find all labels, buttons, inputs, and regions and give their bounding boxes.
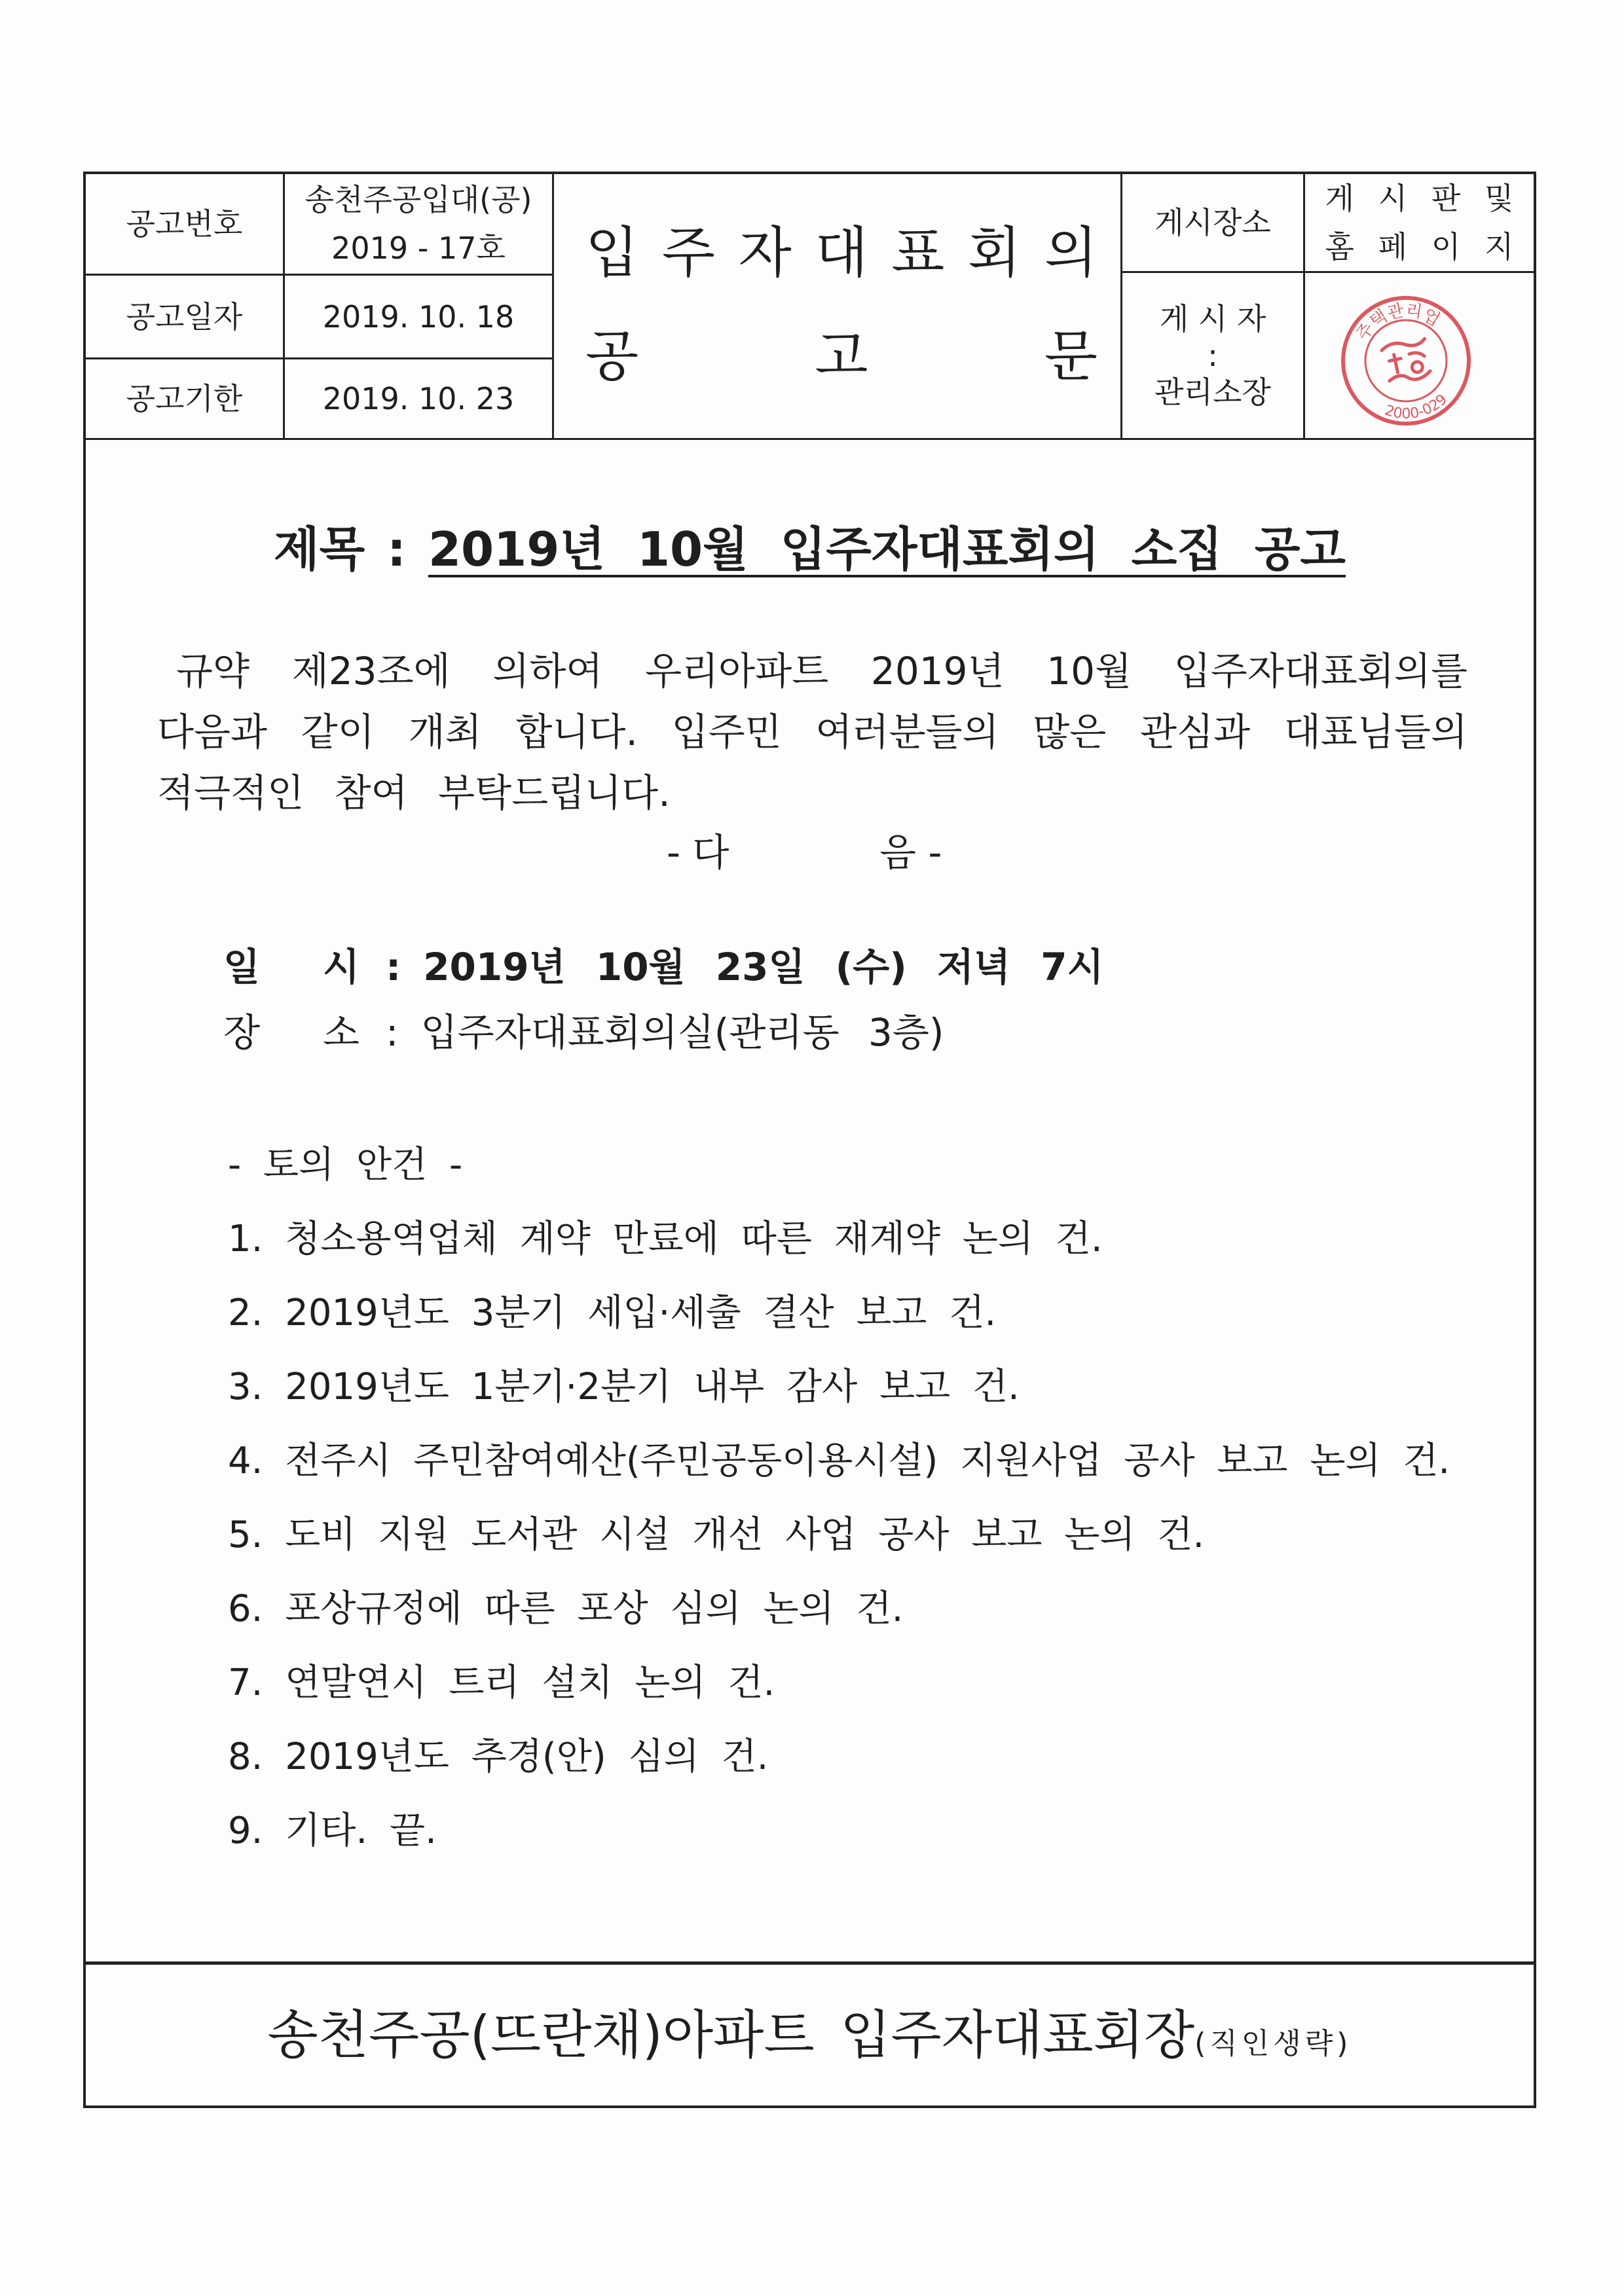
stamp-top-text-path: 주택관리업 xyxy=(1352,301,1443,344)
poster-cell xyxy=(1122,273,1305,440)
notice-deadline-label-cell xyxy=(86,359,285,440)
posting-place-label-cell xyxy=(1122,174,1305,273)
schedule-place-row xyxy=(223,1000,944,1065)
notice-number-label: 공고번호 xyxy=(126,206,243,242)
posting-place-label: 게시장소 xyxy=(1154,205,1271,240)
agenda-item: 5. 도비 지원 도서관 시설 개선 사업 공사 보고 논의 건. xyxy=(228,1514,1205,1556)
stamp-cell xyxy=(1305,273,1534,440)
poster-colon: : xyxy=(1208,338,1218,373)
subject-label: 제목 xyxy=(274,522,365,577)
agenda-list xyxy=(228,1128,1450,1868)
poster-value: 관리소장 xyxy=(1154,374,1271,410)
notice-deadline-label: 공고기한 xyxy=(126,381,243,416)
notice-deadline-value-cell xyxy=(285,359,554,440)
schedule-place-value: 입주자대표회의실(관리동 3층) xyxy=(420,1010,944,1055)
footer-signatory: 송천주공(뜨란채)아파트 입주자대표회장 xyxy=(267,2005,1195,2066)
subject-colon: : xyxy=(387,522,406,577)
agenda-item: 1. 청소용역업체 계약 만료에 따른 재계약 논의 건. xyxy=(228,1218,1103,1260)
footer-seal-note: (직인생략) xyxy=(1194,2027,1352,2060)
notice-date-value: 2019. 10. 18 xyxy=(322,299,515,335)
schedule-datetime-colon: : xyxy=(386,945,401,989)
schedule-place-label: 장 소 xyxy=(223,1010,360,1055)
footer-divider xyxy=(86,1961,1534,1965)
agenda-item: 2. 2019년도 3분기 세입·세출 결산 보고 건. xyxy=(228,1292,997,1334)
agenda-heading: - 토의 안건 - xyxy=(228,1144,463,1186)
stamp-top-text xyxy=(1348,293,1447,347)
notice-number-value: 2019 - 17호 xyxy=(331,230,506,266)
official-seal-stamp xyxy=(1337,292,1475,429)
posting-place-line-1: 게 시 판 및 xyxy=(1325,181,1514,216)
document-title-cell xyxy=(554,174,1122,440)
schedule-datetime-value: 2019년 10월 23일 (수) 저녁 7시 xyxy=(423,945,1104,989)
posting-place-line-2: 홈 페 이 지 xyxy=(1325,229,1514,264)
subject-line xyxy=(86,517,1534,582)
intro-line-1: 규약 제23조에 의하여 우리아파트 2019년 10월 입주자대표회의를 xyxy=(176,649,1467,693)
schedule-datetime-label: 일 시 xyxy=(223,945,360,989)
agenda-item: 8. 2019년도 추경(안) 심의 건. xyxy=(228,1736,769,1778)
stamp-center-mark xyxy=(1381,337,1433,386)
poster-label: 게 시 자 xyxy=(1159,301,1266,337)
intro-line-3: 적극적인 참여 부탁드립니다. xyxy=(157,771,671,815)
notice-date-label-cell xyxy=(86,276,285,359)
schedule-datetime-row xyxy=(223,934,1104,1000)
notice-date-value-cell xyxy=(285,276,554,359)
agenda-item: 6. 포상규정에 따른 포상 심의 논의 건. xyxy=(228,1588,904,1630)
notice-number-label-cell xyxy=(86,174,285,276)
footer-signature xyxy=(86,2003,1534,2068)
divider-left: - 다 xyxy=(667,830,729,875)
divider-right: 음 - xyxy=(879,830,942,875)
agenda-item: 3. 2019년도 1분기·2분기 내부 감사 보고 건. xyxy=(228,1366,1020,1408)
notice-date-label: 공고일자 xyxy=(126,299,243,335)
schedule-place-colon: : xyxy=(386,1010,399,1055)
document-title-line-1: 입 주 자 대 표 회 의 xyxy=(585,221,1098,285)
agenda-item: 4. 전주시 주민참여예산(주민공동이용시설) 지원사업 공사 보고 논의 건. xyxy=(228,1440,1450,1482)
notice-number-issuer: 송천주공입대(공) xyxy=(304,182,532,217)
stamp-bottom-text-path: 2000-029 xyxy=(1382,391,1451,423)
agenda-item: 7. 연말연시 트리 설치 논의 건. xyxy=(228,1662,775,1704)
notice-number-value-cell xyxy=(285,174,554,276)
posting-place-value-cell xyxy=(1305,174,1534,273)
subject-text: 2019년 10월 입주자대표회의 소집 공고 xyxy=(428,522,1346,577)
intro-line-2: 다음과 같이 개최 합니다. 입주민 여러분들의 많은 관심과 대표님들의 xyxy=(157,710,1467,754)
notice-frame xyxy=(83,172,1536,2108)
document-title-line-2: 공 고 문 xyxy=(585,324,1098,388)
intro-paragraph xyxy=(157,641,1467,824)
agenda-item: 9. 기타. 끝. xyxy=(228,1810,437,1852)
notice-deadline-value: 2019. 10. 23 xyxy=(322,381,515,416)
